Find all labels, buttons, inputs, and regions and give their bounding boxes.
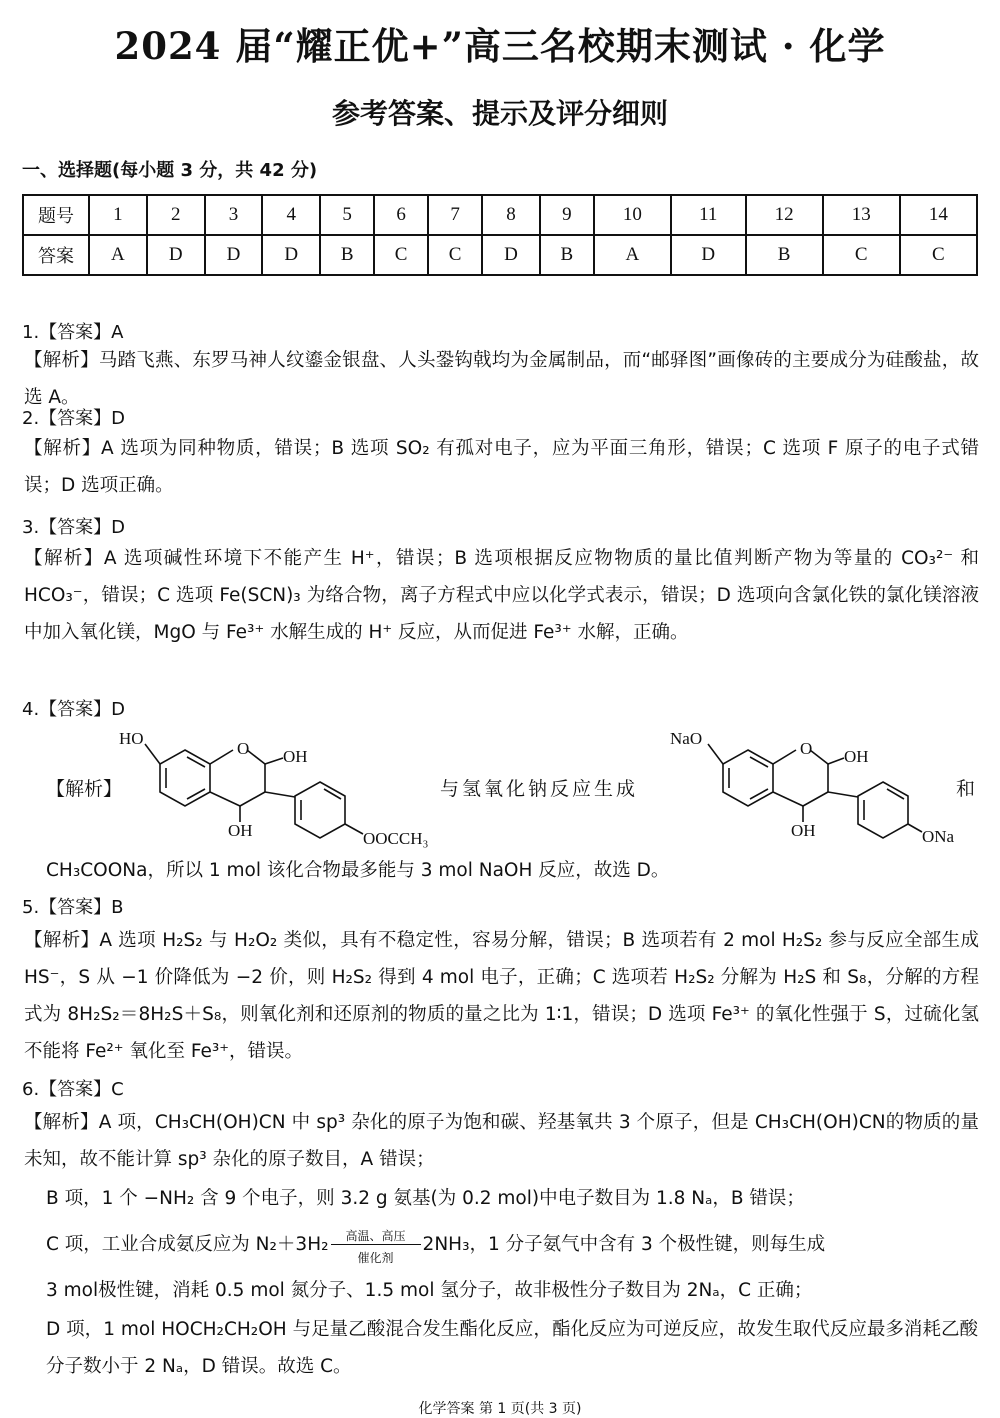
table-cell: 11 [671, 195, 746, 235]
table-cell: D [205, 235, 263, 275]
oh-label: OH [228, 821, 253, 840]
section-heading: 一、选择题(每小题 3 分，共 42 分) [22, 160, 318, 181]
q6-explanation-a: 【解析】A 项，CH₃CH(OH)CN 中 sp³ 杂化的原子为饱和碳、羟基氧共 3 个原子，但是 CH₃CH(OH)CN的物质的量未知，故不能计算 sp³ 杂化的原子数目，A 错误； [24, 1112, 979, 1170]
q4-and-text: 和 [956, 778, 976, 800]
table-cell: C [900, 235, 977, 275]
table-cell: A [89, 235, 147, 275]
reaction-arrow [331, 1229, 421, 1265]
nao-label: NaO [670, 729, 703, 748]
q6-c-pre: C 项，工业合成氨反应为 N₂＋3H₂ [46, 1234, 329, 1255]
table-cell: D [671, 235, 746, 275]
table-cell: C [374, 235, 428, 275]
q4-explanation-label: 【解析】 [46, 778, 123, 800]
q6-answer: 6.【答案】C [22, 1079, 124, 1100]
page-subtitle: 参考答案、提示及评分细则 [331, 97, 668, 130]
table-cell: B [320, 235, 374, 275]
table-cell: 2 [147, 195, 205, 235]
table-cell: 6 [374, 195, 428, 235]
oh-label: OH [844, 747, 869, 766]
q2-explanation: 【解析】A 选项为同种物质，错误；B 选项 SO₂ 有孤对电子，应为平面三角形，错误；C 选项 F 原子的电子式错误；D 选项正确。 [24, 438, 979, 496]
table-cell: 4 [262, 195, 320, 235]
reaction-condition-top: 高温、高压 [345, 1229, 406, 1243]
table-cell: D [262, 235, 320, 275]
ester-label: OOCCH₃ [363, 829, 429, 848]
table-row-numbers [23, 195, 977, 235]
q4-mid-text: 与氢氧化钠反应生成 [440, 778, 639, 800]
q3-explanation: 【解析】A 选项碱性环境下不能产生 H⁺，错误；B 选项根据反应物物质的量比值判断产物为等量的 CO₃²⁻ 和 HCO₃⁻，错误；C 选项 Fe(SCN)₃ 为络合物，离子方程式中应以化学式表示，错误；D 选项向含氯化铁的氯化镁溶液中加入氧化镁，MgO 与 Fe³⁺ 水解生成的 H⁺ 反应，从而促进 Fe³⁺ 水解，正确。 [24, 548, 979, 643]
table-cell: B [746, 235, 823, 275]
table-cell: 10 [594, 195, 671, 235]
page-title: 2024 届“耀正优+”高三名校期末测试 · 化学 [114, 24, 886, 68]
row-label-answer: 答案 [23, 235, 89, 275]
table-cell: 3 [205, 195, 263, 235]
q5-answer: 5.【答案】B [22, 897, 124, 918]
table-cell: 12 [746, 195, 823, 235]
table-cell: C [823, 235, 900, 275]
q6-explanation-d: D 项，1 mol HOCH₂CH₂OH 与足量乙酸混合发生酯化反应，酯化反应为可逆反应，故发生取代反应最多消耗乙酸分子数小于 2 Nₐ，D 错误。故选 C。 [46, 1319, 978, 1377]
q5-explanation: 【解析】A 选项 H₂S₂ 与 H₂O₂ 类似，具有不稳定性，容易分解，错误；B 选项若有 2 mol H₂S₂ 参与反应全部生成 HS⁻，S 从 −1 价降低为 −2 价，则 H₂S₂ 得到 4 mol 电子，正确；C 选项若 H₂S₂ 分解为 H₂S 和 S₈，分解的方程式为 8H₂S₂＝8H₂S＋S₈，则氧化剂和还原剂的物质的量之比为 1∶1，错误；D 选项 Fe³⁺ 的氧化性强于 S，过硫化氢不能将 Fe²⁺ 氧化至 Fe³⁺，错误。 [24, 930, 979, 1062]
oh-label: OH [791, 821, 816, 840]
ona-label: ONa [922, 827, 955, 846]
oh-label: OH [283, 747, 308, 766]
q3-answer: 3.【答案】D [22, 517, 126, 538]
table-cell: A [594, 235, 671, 275]
q6-c-post: 2NH₃，1 分子氨气中含有 3 个极性键，则每生成 [422, 1234, 826, 1255]
table-cell: 1 [89, 195, 147, 235]
table-cell: 13 [823, 195, 900, 235]
table-cell: B [540, 235, 594, 275]
ring-oxygen-label: O [800, 739, 813, 758]
table-cell: 9 [540, 195, 594, 235]
table-cell: 8 [482, 195, 540, 235]
table-row-answers [23, 235, 977, 275]
q6-explanation-c [46, 1229, 826, 1265]
q6-explanation-b: B 项，1 个 −NH₂ 含 9 个电子，则 3.2 g 氨基(为 0.2 mol)中电子数目为 1.8 Nₐ，B 错误； [46, 1188, 805, 1209]
q2-answer: 2.【答案】D [22, 408, 126, 429]
page-footer: 化学答案 第 1 页(共 3 页) [418, 1401, 582, 1417]
table-cell: D [482, 235, 540, 275]
reaction-condition-bottom: 催化剂 [357, 1251, 394, 1265]
ho-label: HO [119, 729, 144, 748]
reactant-structure [115, 722, 445, 852]
table-cell: C [428, 235, 482, 275]
q1-answer: 1.【答案】A [22, 322, 124, 343]
product-structure [668, 722, 968, 852]
q4-conclusion: CH₃COONa，所以 1 mol 该化合物最多能与 3 mol NaOH 反应，故选 D。 [46, 860, 670, 881]
q1-explanation: 【解析】马踏飞燕、东罗马神人纹鎏金银盘、人头銎钩戟均为金属制品，而“邮驿图”画像砖的主要成分为硅酸盐，故选 A。 [24, 350, 979, 408]
q4-answer: 4.【答案】D [22, 699, 126, 720]
table-cell: 7 [428, 195, 482, 235]
table-cell: 5 [320, 195, 374, 235]
q6-explanation-c2: 3 mol极性键，消耗 0.5 mol 氮分子、1.5 mol 氢分子，故非极性分子数目为 2Nₐ，C 正确； [46, 1280, 813, 1301]
answer-table [22, 194, 978, 276]
table-cell: D [147, 235, 205, 275]
row-label-question: 题号 [23, 195, 89, 235]
table-cell: 14 [900, 195, 977, 235]
ring-oxygen-label: O [237, 739, 250, 758]
